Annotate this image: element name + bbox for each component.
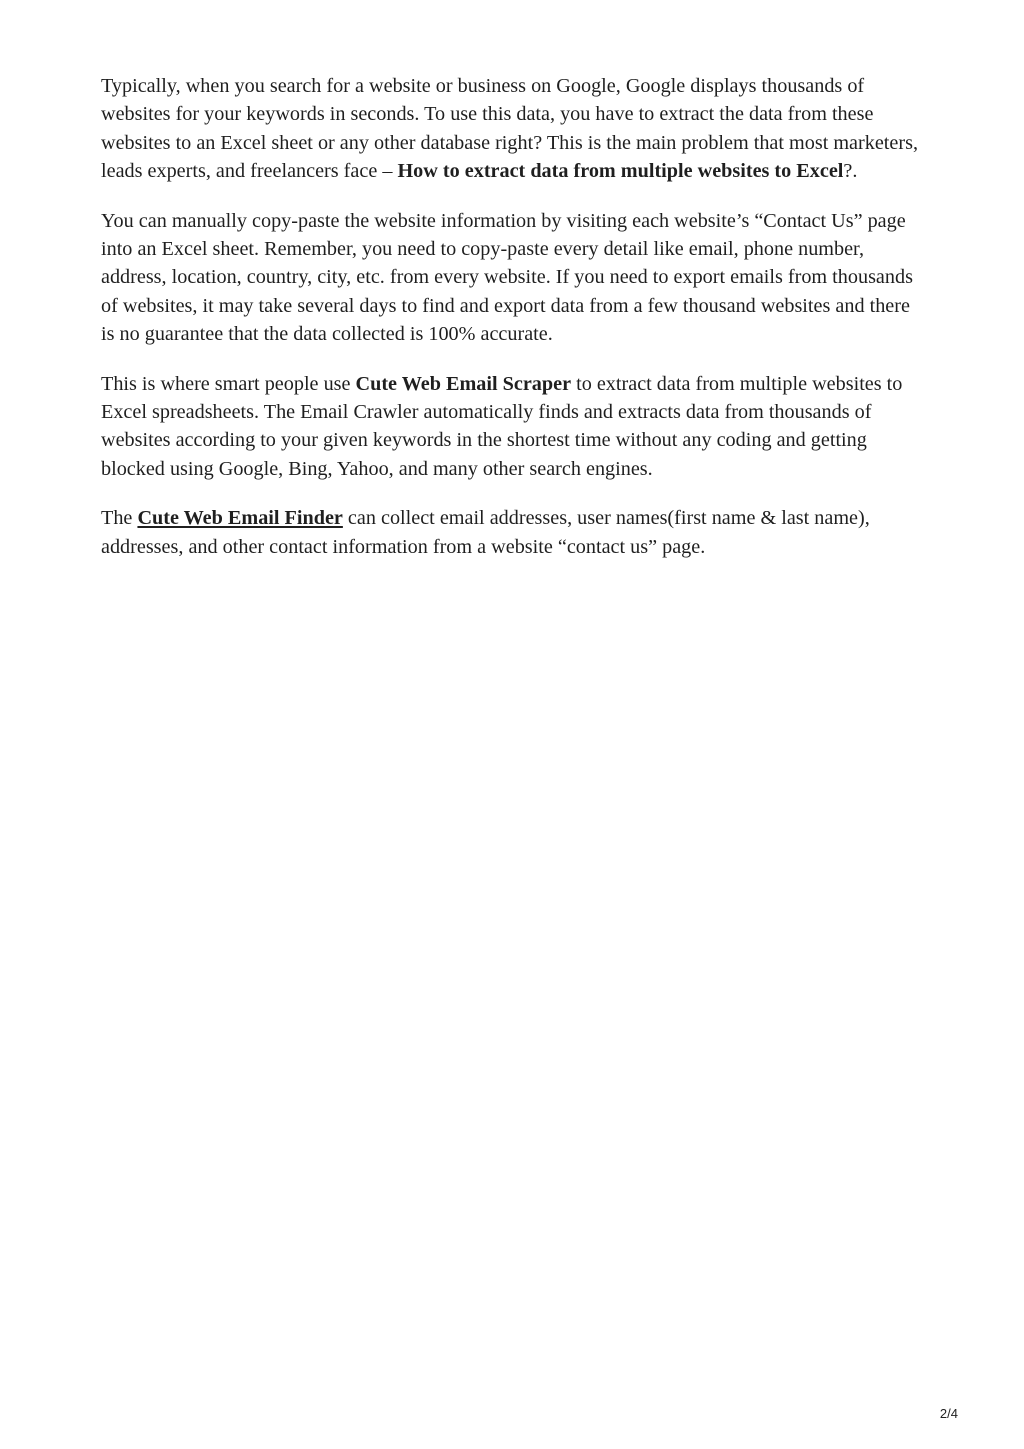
intro-text-end: ?. <box>843 160 858 183</box>
paragraph-manual-copy: You can manually copy-paste the website information by visiting each website’s “Contact Us” page into an Excel sheet. Remember, you need to copy-paste every detail like email, phone number, address, location, country, city, etc. from every website. If you need to export emails from thousands of websites, it may take several days to find and export data from a few thousand websites and there is no guarantee that the data collected is 100% accurate. <box>101 209 913 346</box>
email-finder-link[interactable]: Cute Web Email Finder <box>137 507 343 530</box>
scraper-text: This is where smart people use <box>101 372 356 395</box>
finder-text: The <box>101 507 138 530</box>
paragraph-intro <box>101 72 927 186</box>
document-body <box>101 72 927 582</box>
page-number: 2/4 <box>939 1406 958 1421</box>
intro-text: Typically, when you search for a website or business on Google, Google displays thousands of websites for your keywords in seconds. To use this data, you have to extract the data from these websites to an Excel sheet or any other database right? This is the main problem that most marketers, leads experts, and freelancers face – <box>101 75 918 183</box>
scraper-text-end: to extract data from multiple websites to Excel spreadsheets. The Email Crawler automatically finds and extracts data from thousands of websites according to your given keywords in the shortest time without any coding and getting blocked using Google, Bing, Yahoo, and many other search engines. <box>101 372 903 480</box>
scraper-product-name: Cute Web Email Scraper <box>355 372 572 395</box>
finder-text-end: can collect email addresses, user names(first name & last name), addresses, and other contact information from a website “contact us” page. <box>101 507 870 558</box>
paragraph-finder <box>101 504 927 561</box>
intro-bold-heading: How to extract data from multiple websites to Excel <box>397 160 844 183</box>
paragraph-scraper <box>101 370 927 484</box>
